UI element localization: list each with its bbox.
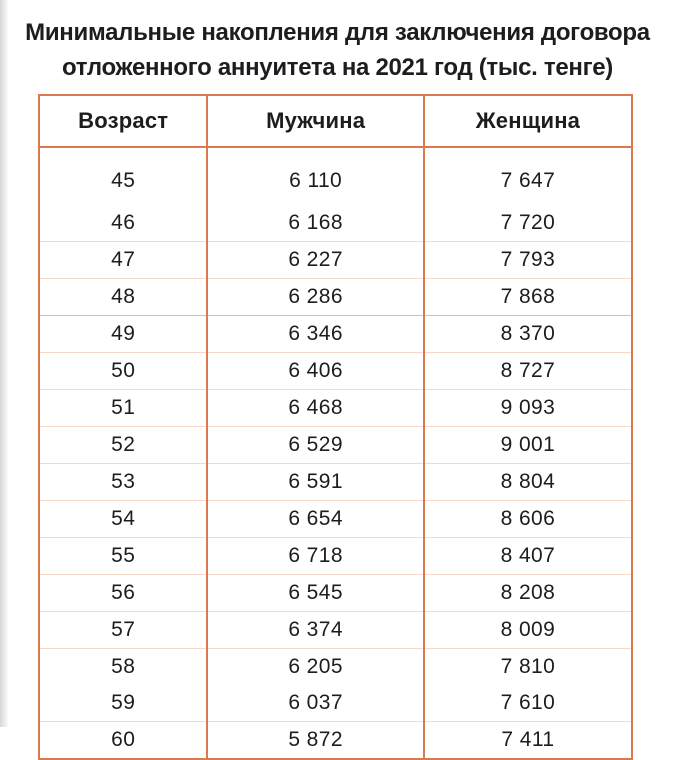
age-cell: 59 <box>111 691 136 714</box>
age-cell: 46 <box>111 211 136 234</box>
female-value-cell: 8 370 <box>424 316 632 353</box>
female-value-cell: 7 793 <box>424 242 632 279</box>
age-cell: 48 <box>39 279 207 316</box>
female-value-cell: 7 610 <box>424 685 632 722</box>
male-value-cell: 6 654 <box>207 501 423 538</box>
table-row <box>39 501 632 538</box>
female-value-cell: 7 720 <box>424 205 632 242</box>
table-row <box>39 575 632 612</box>
age-cell: 57 <box>39 612 207 649</box>
male-value-cell: 6 110 <box>207 147 423 205</box>
female-value-cell: 8 804 <box>424 464 632 501</box>
table-row <box>39 722 632 760</box>
age-cell: 60 <box>39 722 207 760</box>
age-cell: 56 <box>39 575 207 612</box>
table-row <box>39 353 632 390</box>
male-value-cell: 6 227 <box>207 242 423 279</box>
male-value-cell: 6 286 <box>207 279 423 316</box>
page-title <box>0 0 675 85</box>
age-cell: 45 <box>111 168 136 192</box>
header-row <box>39 95 632 147</box>
age-cell: 55 <box>39 538 207 575</box>
annuity-table <box>38 94 633 760</box>
title-line-2: отложенного аннуитета на 2021 год (тыс. тенге) <box>61 54 614 81</box>
table-row <box>39 242 632 279</box>
age-cell: 47 <box>39 242 207 279</box>
left-edge-shade <box>0 0 9 727</box>
male-value-cell: 6 168 <box>207 205 423 242</box>
female-value-cell: 7 868 <box>424 279 632 316</box>
age-cell: 54 <box>39 501 207 538</box>
column-header-age: Возраст <box>39 95 207 147</box>
table-row <box>39 279 632 316</box>
female-value-cell: 8 727 <box>424 353 632 390</box>
table-row <box>39 538 632 575</box>
age-cell: 58 <box>39 649 207 686</box>
age-cell: 49 <box>39 316 207 353</box>
table-row <box>39 147 632 205</box>
title-line-1: Минимальные накопления для заключения договора <box>25 19 650 46</box>
female-value-cell: 8 407 <box>424 538 632 575</box>
male-value-cell: 6 591 <box>207 464 423 501</box>
age-cell: 51 <box>39 390 207 427</box>
male-value-cell: 6 468 <box>207 390 423 427</box>
male-value-cell: 6 037 <box>207 685 423 722</box>
male-value-cell: 6 718 <box>207 538 423 575</box>
female-value-cell: 8 009 <box>424 612 632 649</box>
male-value-cell: 6 205 <box>207 649 423 686</box>
male-value-cell: 6 545 <box>207 575 423 612</box>
table-row <box>39 649 632 686</box>
female-value-cell: 9 001 <box>424 427 632 464</box>
column-header-female: Женщина <box>424 95 632 147</box>
age-cell: 52 <box>39 427 207 464</box>
male-value-cell: 6 346 <box>207 316 423 353</box>
table-row <box>39 612 632 649</box>
female-value-cell: 7 810 <box>424 649 632 686</box>
female-value-cell: 9 093 <box>424 390 632 427</box>
table-row <box>39 205 632 242</box>
male-value-cell: 6 406 <box>207 353 423 390</box>
female-value-cell: 8 208 <box>424 575 632 612</box>
age-cell: 53 <box>39 464 207 501</box>
male-value-cell: 6 374 <box>207 612 423 649</box>
table-row <box>39 427 632 464</box>
male-value-cell: 5 872 <box>207 722 423 760</box>
table-header <box>39 95 632 147</box>
table-row <box>39 685 632 722</box>
male-value-cell: 6 529 <box>207 427 423 464</box>
column-header-male: Мужчина <box>207 95 423 147</box>
table-body <box>39 147 632 759</box>
female-value-cell: 8 606 <box>424 501 632 538</box>
table-row <box>39 464 632 501</box>
female-value-cell: 7 411 <box>424 722 632 760</box>
table-row <box>39 390 632 427</box>
age-cell: 50 <box>39 353 207 390</box>
table-row <box>39 316 632 353</box>
female-value-cell: 7 647 <box>424 147 632 205</box>
